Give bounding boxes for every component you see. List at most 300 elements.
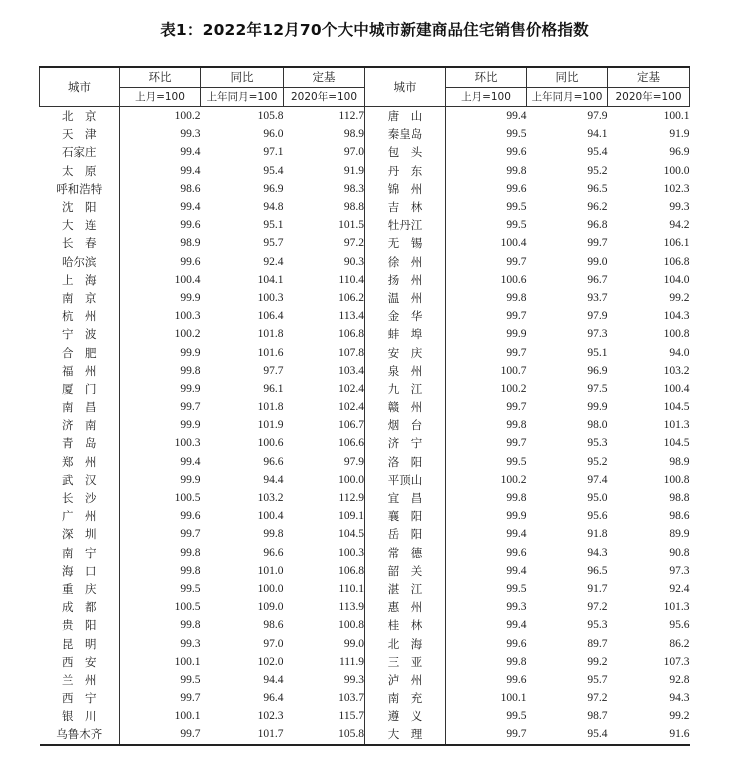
cell-base-left: 113.9 [284,598,365,616]
cell-base-right: 99.2 [669,291,690,304]
cell-yoy-right: 89.7 [587,637,608,650]
cell-city-right: 湛 江 [365,580,446,598]
header-yoy-left: 同比 [201,67,284,87]
cell-city-left: 海 口 [40,562,120,580]
cell-base-left: 110.1 [284,580,365,598]
cell-mom-left: 99.7 [180,528,201,541]
cell-base-left: 98.8 [284,198,365,216]
table-row [40,725,690,744]
cell-yoy-right: 99.7 [587,237,608,250]
header-mom-right: 环比 [446,67,527,87]
cell-yoy-left: 95.1 [263,219,284,232]
cell-mom-right: 99.8 [506,419,527,432]
cell-yoy-right: 94.3 [587,546,608,559]
header-mom-base-left: 上月=100 [120,87,201,106]
cell-yoy-right: 95.4 [587,728,608,741]
header-row [40,67,690,87]
table-row [40,198,690,216]
cell-city-left: 杭 州 [40,307,120,325]
cell-mom-left: 100.5 [174,492,201,505]
cell-city-left: 乌鲁木齐 [40,725,120,744]
cell-yoy-left: 95.7 [263,237,284,250]
cell-mom-right: 99.5 [506,219,527,232]
cell-city-right: 泉 州 [365,362,446,380]
cell-base-right: 89.9 [669,528,690,541]
cell-mom-right: 99.4 [506,528,527,541]
cell-base-right: 96.9 [669,146,690,159]
cell-yoy-left: 102.3 [257,710,284,723]
cell-yoy-right: 95.6 [587,510,608,523]
table-row [40,580,690,598]
cell-base-right: 101.3 [663,601,690,614]
cell-mom-left: 99.9 [180,291,201,304]
cell-yoy-left: 98.6 [263,619,284,632]
cell-base-left: 106.6 [284,434,365,452]
cell-city-right: 济 宁 [365,434,446,452]
cell-mom-left: 99.7 [180,728,201,741]
cell-mom-right: 99.6 [506,637,527,650]
cell-city-right: 九 江 [365,380,446,398]
cell-mom-right: 99.6 [506,182,527,195]
cell-base-right: 92.4 [669,582,690,595]
cell-base-left: 115.7 [284,707,365,725]
table-row [40,634,690,652]
cell-yoy-left: 97.1 [263,146,284,159]
cell-city-right: 锦 州 [365,180,446,198]
cell-city-right: 牡丹江 [365,216,446,234]
cell-yoy-left: 109.0 [257,601,284,614]
cell-base-right: 94.2 [669,219,690,232]
cell-yoy-right: 97.5 [587,382,608,395]
cell-base-left: 106.2 [284,289,365,307]
cell-city-right: 桂 林 [365,616,446,634]
cell-base-right: 99.3 [669,201,690,214]
cell-yoy-left: 94.4 [263,473,284,486]
cell-city-right: 襄 阳 [365,507,446,525]
cell-city-left: 青 岛 [40,434,120,452]
table-row [40,162,690,180]
cell-mom-left: 99.4 [180,455,201,468]
cell-city-left: 石家庄 [40,143,120,161]
cell-city-left: 宁 波 [40,325,120,343]
cell-base-left: 98.9 [284,125,365,143]
cell-base-left: 112.7 [284,107,365,126]
cell-city-left: 太 原 [40,162,120,180]
table-row [40,216,690,234]
table-row [40,434,690,452]
header-yoy-base-left: 上年同月=100 [201,87,284,106]
cell-city-left: 西 宁 [40,689,120,707]
cell-mom-left: 99.7 [180,692,201,705]
table-row [40,107,690,126]
cell-base-right: 104.3 [663,310,690,323]
cell-city-left: 深 圳 [40,525,120,543]
cell-base-right: 107.3 [663,655,690,668]
cell-yoy-left: 92.4 [263,255,284,268]
cell-mom-right: 99.4 [506,110,527,123]
cell-city-left: 南 京 [40,289,120,307]
cell-mom-right: 99.8 [506,655,527,668]
cell-base-left: 104.5 [284,525,365,543]
cell-city-right: 宜 昌 [365,489,446,507]
table-row [40,598,690,616]
cell-base-left: 100.3 [284,544,365,562]
header-mom-left: 环比 [120,67,201,87]
cell-mom-right: 100.6 [500,273,527,286]
table-row [40,707,690,725]
cell-city-left: 成 都 [40,598,120,616]
cell-base-right: 98.8 [669,492,690,505]
cell-base-right: 92.8 [669,673,690,686]
cell-mom-right: 99.9 [506,328,527,341]
cell-city-left: 天 津 [40,125,120,143]
page-title: 表1：2022年12月70个大中城市新建商品住宅销售价格指数 [160,21,589,39]
cell-yoy-right: 91.7 [587,582,608,595]
cell-mom-left: 99.4 [180,164,201,177]
cell-mom-left: 99.6 [180,510,201,523]
cell-city-left: 贵 阳 [40,616,120,634]
cell-yoy-left: 96.1 [263,382,284,395]
cell-mom-left: 99.6 [180,255,201,268]
cell-yoy-left: 100.0 [257,582,284,595]
cell-base-left: 113.4 [284,307,365,325]
cell-base-right: 94.3 [669,692,690,705]
cell-mom-right: 99.6 [506,546,527,559]
cell-city-left: 福 州 [40,362,120,380]
table-row [40,616,690,634]
header-city-right: 城市 [365,67,446,107]
cell-yoy-right: 93.7 [587,291,608,304]
table-row [40,653,690,671]
cell-city-left: 大 连 [40,216,120,234]
cell-yoy-right: 98.7 [587,710,608,723]
header-yoy-base-right: 上年同月=100 [527,87,608,106]
cell-city-right: 岳 阳 [365,525,446,543]
table-row [40,398,690,416]
cell-city-left: 上 海 [40,271,120,289]
price-index-table [39,66,690,746]
cell-city-right: 烟 台 [365,416,446,434]
cell-city-right: 秦皇岛 [365,125,446,143]
cell-yoy-left: 105.8 [257,110,284,123]
cell-city-right: 金 华 [365,307,446,325]
table-row [40,489,690,507]
cell-mom-left: 99.4 [180,201,201,214]
cell-mom-right: 99.5 [506,582,527,595]
cell-yoy-left: 94.8 [263,201,284,214]
cell-base-left: 107.8 [284,343,365,361]
cell-base-right: 95.6 [669,619,690,632]
cell-base-right: 106.1 [663,237,690,250]
table-row [40,380,690,398]
cell-mom-right: 99.7 [506,728,527,741]
cell-city-left: 沈 阳 [40,198,120,216]
cell-mom-right: 99.5 [506,710,527,723]
cell-base-left: 103.7 [284,689,365,707]
cell-mom-right: 99.4 [506,619,527,632]
cell-city-right: 北 海 [365,634,446,652]
cell-city-left: 郑 州 [40,453,120,471]
cell-mom-right: 100.2 [500,473,527,486]
cell-base-right: 99.2 [669,710,690,723]
cell-yoy-right: 95.0 [587,492,608,505]
table-row [40,234,690,252]
cell-base-right: 100.1 [663,110,690,123]
cell-mom-left: 99.7 [180,401,201,414]
cell-mom-left: 100.1 [174,655,201,668]
cell-mom-right: 100.1 [500,692,527,705]
cell-city-left: 广 州 [40,507,120,525]
cell-mom-left: 99.9 [180,382,201,395]
cell-mom-right: 99.6 [506,146,527,159]
cell-yoy-right: 95.1 [587,346,608,359]
cell-yoy-left: 101.8 [257,328,284,341]
cell-city-right: 韶 关 [365,562,446,580]
cell-yoy-right: 96.5 [587,564,608,577]
cell-base-right: 86.2 [669,637,690,650]
cell-yoy-left: 106.4 [257,310,284,323]
cell-mom-right: 99.7 [506,437,527,450]
cell-yoy-left: 96.4 [263,692,284,705]
cell-base-right: 100.0 [663,164,690,177]
cell-base-right: 100.4 [663,382,690,395]
cell-city-right: 唐 山 [365,107,446,126]
cell-yoy-left: 101.9 [257,419,284,432]
cell-yoy-left: 103.2 [257,492,284,505]
cell-mom-left: 99.3 [180,637,201,650]
cell-base-left: 100.8 [284,616,365,634]
cell-city-right: 三 亚 [365,653,446,671]
cell-yoy-left: 97.0 [263,637,284,650]
table-row [40,325,690,343]
cell-base-right: 90.8 [669,546,690,559]
cell-base-right: 101.3 [663,419,690,432]
cell-city-right: 包 头 [365,143,446,161]
cell-yoy-left: 101.8 [257,401,284,414]
cell-base-right: 103.2 [663,364,690,377]
cell-mom-left: 99.5 [180,582,201,595]
cell-yoy-right: 95.2 [587,455,608,468]
cell-mom-right: 99.8 [506,164,527,177]
cell-base-right: 97.3 [669,564,690,577]
cell-base-left: 111.9 [284,653,365,671]
cell-mom-left: 100.1 [174,710,201,723]
cell-yoy-left: 100.4 [257,510,284,523]
cell-city-right: 洛 阳 [365,453,446,471]
cell-mom-left: 99.5 [180,673,201,686]
cell-base-right: 94.0 [669,346,690,359]
cell-base-left: 100.0 [284,471,365,489]
cell-base-right: 91.9 [669,128,690,141]
cell-city-right: 大 理 [365,725,446,744]
cell-mom-right: 99.3 [506,601,527,614]
cell-city-right: 吉 林 [365,198,446,216]
cell-yoy-left: 100.3 [257,291,284,304]
cell-city-left: 合 肥 [40,343,120,361]
cell-mom-right: 99.9 [506,510,527,523]
cell-mom-left: 99.8 [180,619,201,632]
cell-base-left: 99.0 [284,634,365,652]
cell-mom-right: 99.5 [506,455,527,468]
cell-base-left: 90.3 [284,253,365,271]
table-row [40,253,690,271]
cell-city-right: 惠 州 [365,598,446,616]
cell-base-left: 106.8 [284,325,365,343]
cell-mom-left: 99.3 [180,128,201,141]
cell-city-right: 南 充 [365,689,446,707]
table-row [40,307,690,325]
cell-yoy-left: 95.4 [263,164,284,177]
table-row [40,180,690,198]
cell-yoy-left: 99.8 [263,528,284,541]
cell-mom-left: 98.9 [180,237,201,250]
cell-mom-left: 100.4 [174,273,201,286]
cell-base-left: 105.8 [284,725,365,744]
cell-base-left: 106.7 [284,416,365,434]
cell-mom-right: 99.5 [506,128,527,141]
cell-mom-left: 99.8 [180,564,201,577]
cell-base-left: 106.8 [284,562,365,580]
cell-yoy-right: 96.5 [587,182,608,195]
cell-base-right: 104.0 [663,273,690,286]
cell-mom-left: 98.6 [180,182,201,195]
cell-base-right: 100.8 [663,328,690,341]
cell-mom-left: 100.5 [174,601,201,614]
cell-city-right: 扬 州 [365,271,446,289]
cell-yoy-right: 97.2 [587,692,608,705]
cell-mom-right: 100.2 [500,382,527,395]
cell-city-right: 徐 州 [365,253,446,271]
table-row [40,671,690,689]
cell-yoy-right: 95.4 [587,146,608,159]
cell-city-right: 泸 州 [365,671,446,689]
cell-city-right: 常 德 [365,544,446,562]
cell-city-right: 丹 东 [365,162,446,180]
cell-base-left: 109.1 [284,507,365,525]
header-base-left: 定基 [284,67,365,87]
header-base-right: 定基 [608,67,690,87]
cell-base-left: 102.4 [284,398,365,416]
cell-city-left: 银 川 [40,707,120,725]
cell-yoy-right: 95.7 [587,673,608,686]
table-row [40,471,690,489]
table-row [40,289,690,307]
cell-yoy-left: 101.0 [257,564,284,577]
cell-city-right: 平顶山 [365,471,446,489]
cell-mom-right: 99.7 [506,255,527,268]
table-row [40,544,690,562]
cell-yoy-left: 96.6 [263,455,284,468]
cell-base-left: 99.3 [284,671,365,689]
cell-city-left: 昆 明 [40,634,120,652]
table-row [40,507,690,525]
cell-yoy-left: 100.6 [257,437,284,450]
cell-yoy-right: 97.4 [587,473,608,486]
cell-yoy-right: 99.2 [587,655,608,668]
cell-base-right: 91.6 [669,728,690,741]
table-row [40,143,690,161]
cell-base-left: 91.9 [284,162,365,180]
table-row [40,362,690,380]
cell-yoy-left: 104.1 [257,273,284,286]
header-base-base-right: 2020年=100 [608,87,690,106]
cell-yoy-right: 95.3 [587,437,608,450]
cell-base-left: 97.9 [284,453,365,471]
cell-city-right: 遵 义 [365,707,446,725]
cell-city-left: 西 安 [40,653,120,671]
cell-yoy-left: 96.9 [263,182,284,195]
cell-mom-right: 99.5 [506,201,527,214]
cell-mom-right: 99.7 [506,401,527,414]
cell-yoy-right: 98.0 [587,419,608,432]
cell-base-left: 103.4 [284,362,365,380]
cell-city-right: 无 锡 [365,234,446,252]
cell-city-left: 厦 门 [40,380,120,398]
cell-city-left: 武 汉 [40,471,120,489]
cell-city-left: 济 南 [40,416,120,434]
cell-yoy-right: 99.0 [587,255,608,268]
cell-yoy-left: 101.6 [257,346,284,359]
cell-yoy-left: 101.7 [257,728,284,741]
cell-yoy-right: 97.2 [587,601,608,614]
cell-mom-left: 99.9 [180,419,201,432]
cell-city-right: 安 庆 [365,343,446,361]
cell-mom-right: 100.7 [500,364,527,377]
cell-yoy-right: 96.7 [587,273,608,286]
cell-base-left: 102.4 [284,380,365,398]
cell-mom-right: 99.7 [506,346,527,359]
table-row [40,343,690,361]
cell-base-right: 104.5 [663,401,690,414]
cell-yoy-right: 97.9 [587,310,608,323]
cell-base-left: 97.2 [284,234,365,252]
cell-mom-right: 99.7 [506,310,527,323]
cell-city-right: 温 州 [365,289,446,307]
cell-city-right: 蚌 埠 [365,325,446,343]
cell-base-right: 104.5 [663,437,690,450]
table-row [40,562,690,580]
cell-yoy-right: 94.1 [587,128,608,141]
table-row [40,453,690,471]
cell-base-left: 110.4 [284,271,365,289]
cell-mom-right: 99.6 [506,673,527,686]
header-base-base-left: 2020年=100 [284,87,365,106]
cell-base-right: 102.3 [663,182,690,195]
cell-yoy-right: 96.9 [587,364,608,377]
table-row [40,271,690,289]
cell-yoy-right: 99.9 [587,401,608,414]
header-city-left: 城市 [40,67,120,107]
cell-base-left: 101.5 [284,216,365,234]
cell-base-left: 97.0 [284,143,365,161]
cell-yoy-left: 96.0 [263,128,284,141]
cell-city-left: 北 京 [40,107,120,126]
cell-city-left: 呼和浩特 [40,180,120,198]
cell-base-left: 112.9 [284,489,365,507]
cell-city-left: 长 春 [40,234,120,252]
cell-yoy-right: 95.2 [587,164,608,177]
cell-yoy-right: 95.3 [587,619,608,632]
cell-mom-left: 99.8 [180,364,201,377]
cell-mom-left: 99.9 [180,473,201,486]
cell-yoy-left: 94.4 [263,673,284,686]
cell-mom-right: 99.4 [506,564,527,577]
cell-base-right: 106.8 [663,255,690,268]
cell-city-left: 南 宁 [40,544,120,562]
cell-mom-left: 100.2 [174,110,201,123]
header-yoy-right: 同比 [527,67,608,87]
cell-base-right: 98.9 [669,455,690,468]
